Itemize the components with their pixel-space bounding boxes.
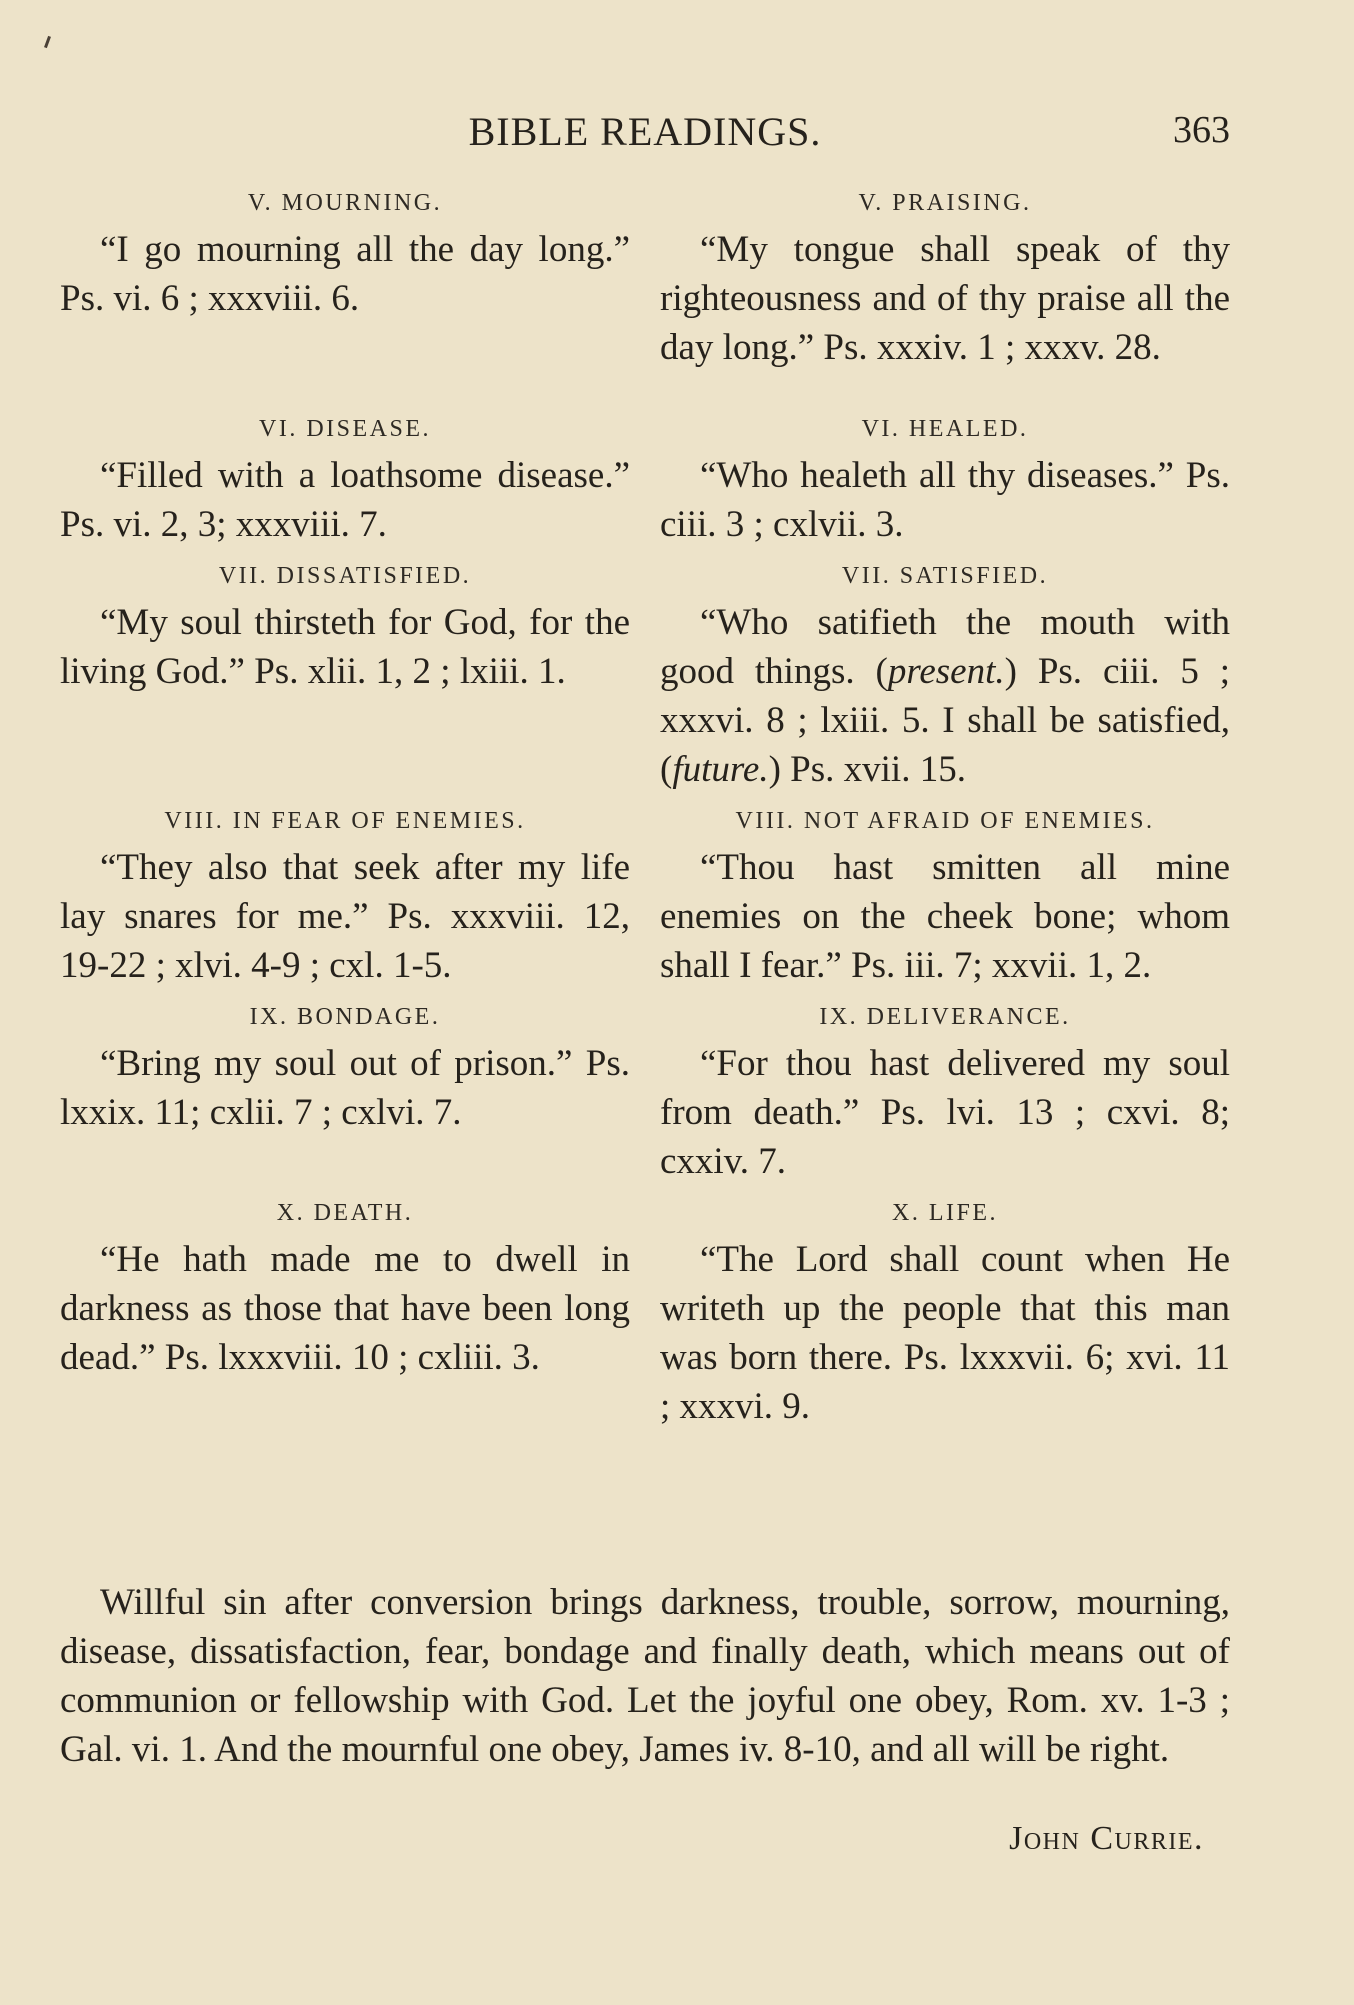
right-entry — [660, 808, 1230, 990]
entry-text: “My tongue shall speak of thy righteousness and of thy praise all the day long.” Ps. xxxiv. 1 ; xxxv. 28. — [660, 229, 1230, 368]
author-signature: John Currie. — [1009, 1820, 1204, 1857]
entry-text: “Filled with a loathsome disease.” Ps. vi. 2, 3; xxxviii. 7. — [60, 455, 630, 545]
page-number: 363 — [1173, 109, 1230, 151]
closing-paragraph: Willful sin after conversion brings darkness, trouble, sorrow, mourning, disease, dissatisfaction, fear, bondage and finally death, which means out of communion or fellowship with God. Let the joyful one obey, Rom. xv. 1-3 ; Gal. vi. 1. And the mournful one obey, James iv. 8-10, and all will be right. — [60, 1582, 1230, 1770]
paired-readings — [60, 190, 1230, 1431]
entry-text: “Bring my soul out of prison.” Ps. lxxix. 11; cxlii. 7 ; cxlvi. 7. — [60, 1043, 630, 1133]
entry-heading: VIII. NOT AFRAID OF ENEMIES. — [735, 808, 1155, 834]
left-entry — [60, 416, 630, 549]
entry-text-part: ) Ps. ciii. 5 ; xxxvi. 8 ; lxiii. 5. I shall be satisfied, ( — [660, 651, 1231, 790]
entry-heading: VII. SATISFIED. — [841, 563, 1049, 589]
entry-text: “Thou hast smitten all mine enemies on the cheek bone; whom shall I fear.” Ps. iii. 7; xxvii. 1, 2. — [660, 847, 1230, 986]
left-entry — [60, 1200, 630, 1431]
entry-text: “The Lord shall count when He writeth up the people that this man was born there. Ps. lxxxvii. 6; xvi. 11 ; xxxvi. 9. — [660, 1239, 1230, 1427]
entry-heading: VI. HEALED. — [861, 416, 1029, 442]
entry-text-part: “Who satifieth the mouth with good things. ( — [660, 602, 1230, 692]
entry-text: “For thou hast delivered my soul from death.” Ps. lvi. 13 ; cxvi. 8; cxxiv. 7. — [660, 1043, 1230, 1182]
entry-heading: IX. BONDAGE. — [249, 1004, 441, 1030]
left-entry — [60, 808, 630, 990]
left-entry — [60, 1004, 630, 1186]
left-entry — [60, 190, 630, 372]
entry-text: “My soul thirsteth for God, for the living God.” Ps. xlii. 1, 2 ; lxiii. 1. — [60, 602, 630, 692]
entry-heading: V. MOURNING. — [247, 190, 443, 216]
entry-heading: X. DEATH. — [276, 1200, 414, 1226]
reading-pair-v — [60, 190, 1230, 372]
reading-pair-x — [60, 1200, 1230, 1431]
entry-text-italic: future. — [672, 749, 769, 790]
right-entry — [660, 1004, 1230, 1186]
entry-text: “He hath made me to dwell in darkness as those that have been long dead.” Ps. lxxxviii. 10 ; cxliii. 3. — [60, 1239, 630, 1378]
stray-ink-mark — [44, 36, 51, 48]
entry-text: “They also that seek after my life lay snares for me.” Ps. xxxviii. 12, 19-22 ; xlvi. 4-9 ; cxl. 1-5. — [60, 847, 630, 986]
left-entry — [60, 563, 630, 794]
reading-pair-viii — [60, 808, 1230, 990]
right-entry — [660, 190, 1230, 372]
entry-heading: VII. DISSATISFIED. — [218, 563, 472, 589]
reading-pair-vii — [60, 563, 1230, 794]
page-header — [60, 108, 1230, 156]
entry-text: “Who healeth all thy diseases.” Ps. ciii. 3 ; cxlvii. 3. — [660, 455, 1230, 545]
entry-text — [660, 598, 1230, 794]
entry-text-italic: present. — [887, 651, 1005, 692]
running-title: BIBLE READINGS. — [468, 109, 822, 154]
entry-text: “I go mourning all the day long.” Ps. vi. 6 ; xxxviii. 6. — [60, 229, 630, 319]
entry-heading: X. LIFE. — [892, 1200, 998, 1226]
right-entry — [660, 1200, 1230, 1431]
reading-pair-ix — [60, 1004, 1230, 1186]
entry-heading: IX. DELIVERANCE. — [819, 1004, 1071, 1030]
right-entry — [660, 563, 1230, 794]
entry-heading: VIII. IN FEAR OF ENEMIES. — [164, 808, 526, 834]
entry-text-part: ) Ps. xvii. 15. — [768, 749, 966, 790]
entry-heading: V. PRAISING. — [858, 190, 1032, 216]
reading-pair-vi — [60, 416, 1230, 549]
right-entry — [660, 416, 1230, 549]
entry-heading: VI. DISEASE. — [259, 416, 431, 442]
